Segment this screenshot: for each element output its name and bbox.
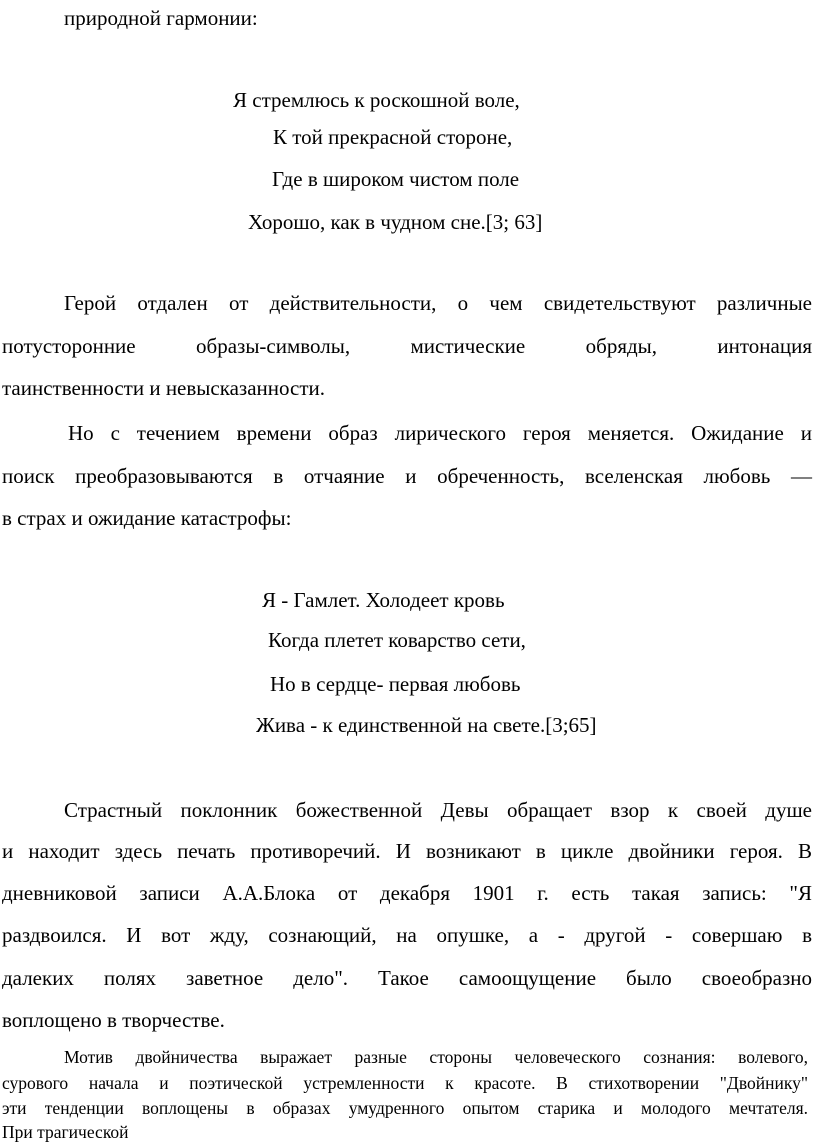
poem2-line: Когда плетет коварство сети, (268, 628, 526, 652)
paragraph-line: дневниковой записи А.А.Блока от декабря 1901 г. есть такая запись: "Я (2, 881, 812, 905)
paragraph-line: При трагической (2, 1122, 129, 1142)
paragraph-line: раздвоился. И вот жду, сознающий, на опушке, а - другой - совершаю в (2, 923, 812, 947)
poem1-line: К той прекрасной стороне, (273, 125, 513, 149)
paragraph-line: Но с течением времени образ лирического героя меняется. Ожидание и (68, 421, 812, 445)
paragraph-line: воплощено в творчестве. (2, 1008, 225, 1032)
paragraph-line: в страх и ожидание катастрофы: (2, 506, 292, 530)
paragraph-line: поиск преобразовываются в отчаяние и обреченность, вселенская любовь — (2, 464, 812, 488)
paragraph-line: Мотив двойничества выражает разные стороны человеческого сознания: волевого, (64, 1047, 808, 1067)
paragraph-line: эти тенденции воплощены в образах умудренного опытом старика и молодого мечтателя. (2, 1098, 808, 1118)
poem1-line: Где в широком чистом поле (272, 167, 520, 191)
poem1-line: Я стремлюсь к роскошной воле, (233, 88, 520, 112)
paragraph-line: потусторонние образы-символы, мистические обряды, интонация (2, 334, 812, 358)
poem2-line: Я - Гамлет. Холодеет кровь (262, 588, 505, 612)
paragraph-line: далеких полях заветное дело". Такое самоощущение было своеобразно (2, 966, 812, 990)
paragraph-line: и находит здесь печать противоречий. И возникают в цикле двойники героя. В (2, 839, 812, 863)
intro-line: природной гармонии: (64, 6, 258, 30)
poem1-line: Хорошо, как в чудном сне.[3; 63] (248, 210, 543, 234)
paragraph-line: Герой отдален от действительности, о чем свидетельствуют различные (64, 291, 812, 315)
paragraph-line: Страстный поклонник божественной Девы обращает взор к своей душе (64, 798, 812, 822)
poem2-line: Жива - к единственной на свете.[3;65] (256, 713, 597, 737)
poem2-line: Но в сердце- первая любовь (270, 672, 521, 696)
paragraph-line: таинственности и невысказанности. (2, 376, 326, 400)
paragraph-line: сурового начала и поэтической устремленности к красоте. В стихотворении "Двойнику" (2, 1073, 808, 1093)
